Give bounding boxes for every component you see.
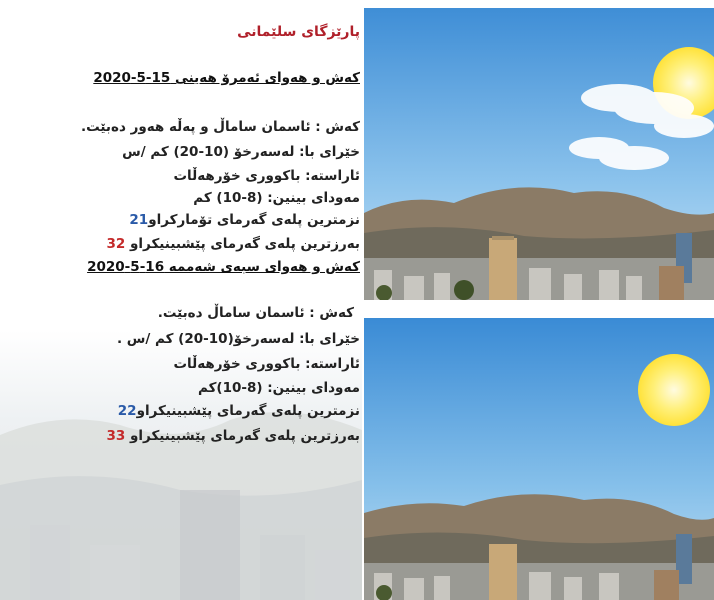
day2-wind-direction: ئاراستە: باکووری خۆرهەڵات bbox=[173, 356, 360, 372]
day2-visibility: مەودای بینین: (8-10)کم bbox=[197, 380, 360, 396]
day2-heading: کەش و هەوای سبەی شەممە 16-5-2020 bbox=[87, 259, 360, 275]
day1-heading: کەش و هەوای ئەمرۆ هەینی 15-5-2020 bbox=[93, 70, 360, 86]
day2-max-value: 33 bbox=[106, 428, 126, 444]
day2-max-temp bbox=[107, 428, 360, 444]
day1-visibility: مەودای بینین: (8-10) کم bbox=[193, 190, 360, 206]
day1-wind-direction: ئاراستە: باکووری خۆرهەڵات bbox=[173, 168, 360, 184]
day1-min-value: 21 bbox=[129, 212, 149, 228]
day1-wind-speed: خێرای با: لەسەرخۆ (10-20) کم /س bbox=[122, 144, 360, 160]
page-title: پارێزگای سلێمانی bbox=[237, 24, 360, 40]
day2-max-label: بەرزترین پلەی گەرمای پێشبینیکراو bbox=[130, 428, 360, 444]
faded-city-background-image bbox=[0, 395, 362, 600]
city-photo-sun-clouds bbox=[364, 8, 714, 300]
day1-min-temp bbox=[129, 212, 360, 228]
day1-max-label: بەرزترین پلەی گەرمای پێشبینیکراو bbox=[130, 236, 360, 252]
day1-sky: کەش : ئاسمان ساماڵ و پەڵە هەور دەبێت. bbox=[80, 119, 360, 135]
day1-max-value: 32 bbox=[106, 236, 126, 252]
day2-min-value: 22 bbox=[117, 403, 137, 419]
day2-min-label: نزمترین پلەی گەرمای پێشبینیکراو bbox=[136, 403, 360, 419]
day2-wind-speed: خێرای با: لەسەرخۆ(10-20) کم /س . bbox=[116, 331, 360, 347]
day2-sky: کەش : ئاسمان ساماڵ دەبێت. bbox=[157, 305, 354, 321]
city-photo-sun bbox=[364, 318, 714, 600]
day2-min-temp bbox=[118, 403, 360, 419]
day1-min-label: نزمترین پلەی گەرمای تۆمارکراو bbox=[148, 212, 360, 228]
sun-icon bbox=[638, 354, 710, 426]
day1-max-temp bbox=[107, 236, 360, 252]
